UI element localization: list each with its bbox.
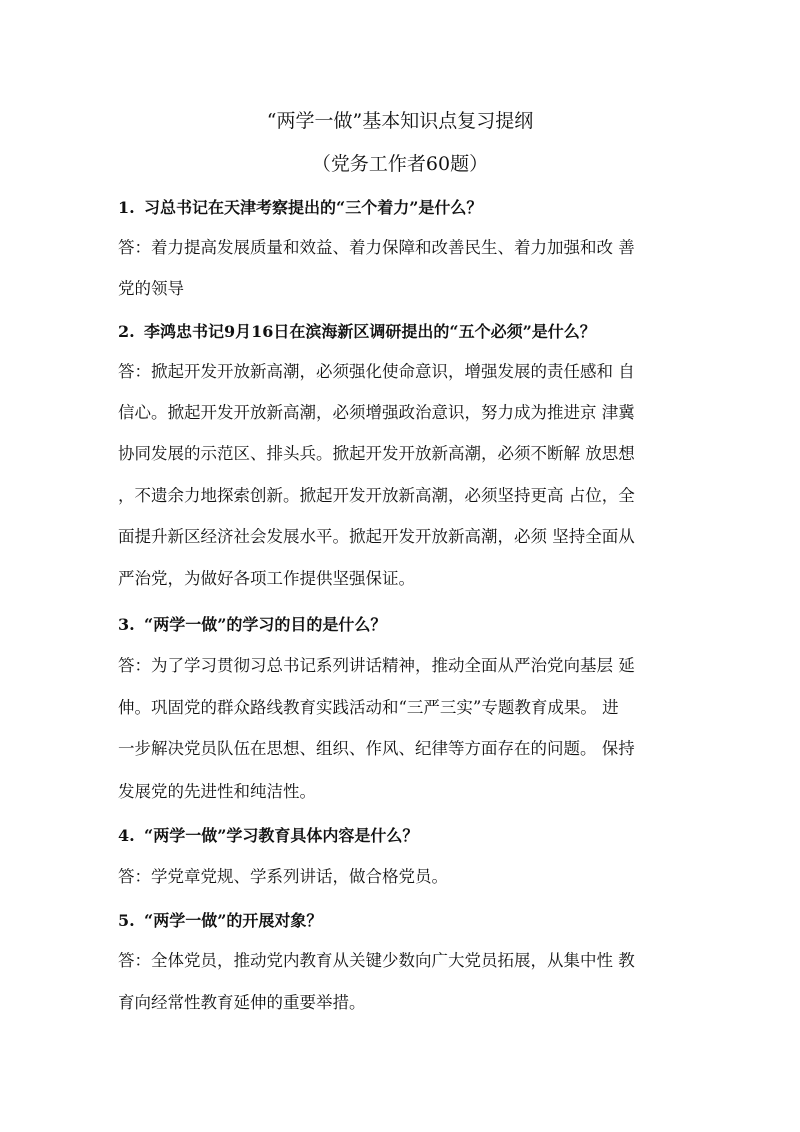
question-text: 习总书记在天津考察提出的“三个着力”是什么？ (144, 198, 483, 217)
answer-line: ，不遗余力地探索创新。掀起开发开放新高潮，必须坚持更高 占位，全 (118, 486, 635, 505)
question-number: 2. (118, 322, 135, 341)
question-number: 5. (118, 911, 135, 930)
question-text: “两学一做”的开展对象？ (144, 911, 323, 930)
answer-line: 育向经常性教育延伸的重要举措。 (118, 993, 366, 1012)
answer-line: 一步解决党员队伍在思想、组织、作风、纪律等方面存在的问题。 保持 (118, 739, 635, 758)
question-2 (118, 321, 698, 343)
answer-line: 答：着力提高发展质量和效益、着力保障和改善民生、着力加强和改 善 (118, 238, 635, 257)
question-text: “两学一做”学习教育具体内容是什么？ (144, 826, 419, 845)
answer-line: 发展党的先进性和纯洁性。 (118, 782, 316, 801)
answer-line: 协同发展的示范区、排头兵。掀起开发开放新高潮，必须不断解 放思想 (118, 444, 635, 463)
question-4 (118, 825, 698, 847)
answer-line: 伸。巩固党的群众路线教育实践活动和“三严三实”专题教育成果。 进 (118, 698, 619, 717)
document-subtitle: （党务工作者60题） (311, 153, 489, 175)
answer-line: 信心。掀起开发开放新高潮，必须增强政治意识，努力成为推进京 津冀 (118, 403, 635, 422)
question-1 (118, 197, 698, 219)
answer-line: 答：全体党员，推动党内教育从关键少数向广大党员拓展，从集中性 教 (118, 951, 635, 970)
question-5 (118, 910, 698, 932)
answer-line: 答：学党章党规、学系列讲话，做合格党员。 (118, 867, 448, 886)
answer-line: 严治党，为做好各项工作提供坚强保证。 (118, 569, 415, 588)
question-number: 4. (118, 826, 135, 845)
question-number: 1. (118, 198, 135, 217)
answer-line: 党的领导 (118, 279, 184, 298)
question-3 (118, 614, 698, 636)
answer-line: 面提升新区经济社会发展水平。掀起开发开放新高潮，必须 坚持全面从 (118, 527, 635, 546)
question-text: 李鸿忠书记9月16日在滨海新区调研提出的“五个必须”是什么？ (144, 322, 596, 341)
answer-line: 答：掀起开发开放新高潮，必须强化使命意识，增强发展的责任感和 自 (118, 362, 635, 381)
question-number: 3. (118, 615, 135, 634)
document-title: “两学一做”基本知识点复习提纲 (266, 110, 534, 132)
question-text: “两学一做”的学习的目的是什么？ (144, 615, 387, 634)
answer-line: 答：为了学习贯彻习总书记系列讲话精神，推动全面从严治党向基层 延 (118, 656, 635, 675)
